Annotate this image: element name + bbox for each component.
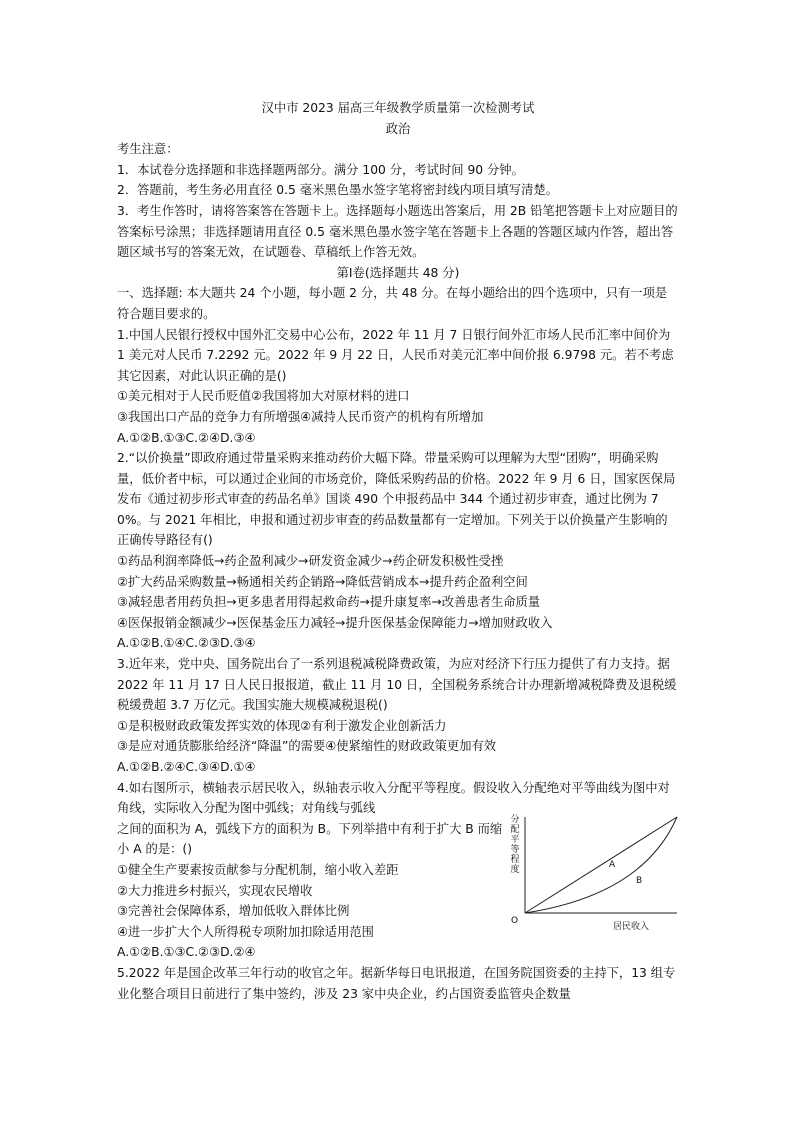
figure-origin-label: O bbox=[511, 915, 519, 926]
figure-area-b-label: B bbox=[636, 875, 643, 886]
notice-item-3: 3．考生作答时，请将答案答在答题卡上。选择题每小题选出答案后，用 2B 铅笔把答题卡上对应题目的答案标号涂黑；非选择题请用直径 0.5 毫米黑色墨水签字笔在答题卡上各题的答题区域内作答，超出答题区域书写的答案无效，在试题卷、草稿纸上作答无效。 bbox=[117, 203, 678, 260]
income-distribution-figure bbox=[509, 815, 679, 931]
question-2-option: ③减轻患者用药负担→更多患者用得起救命药→提升康复率→改善患者生命质量 bbox=[117, 595, 541, 610]
figure-y-label: 分配平等程度 bbox=[510, 814, 520, 875]
question-3-answers: A.①②B.②④C.③④D.①④ bbox=[117, 760, 256, 774]
question-4-stem-rest: 之间的面积为 A，弧线下方的面积为 B。下列举措中有利于扩大 B 而缩小 A 的是：() bbox=[117, 821, 503, 857]
question-2-option: ①药品利润率降低→药企盈利减少→研发资金减少→药企研发积极性受挫 bbox=[117, 554, 504, 569]
question-4-text bbox=[117, 819, 507, 943]
question-4-option: ①健全生产要素按贡献参与分配机制，缩小收入差距 bbox=[117, 862, 399, 877]
question-2-option: ②扩大药品采购数量→畅通相关药企销路→降低营销成本→提升药企盈利空间 bbox=[117, 574, 528, 589]
question-3-option: ③是应对通货膨胀给经济“降温”的需要④使紧缩性的财政政策更加有效 bbox=[117, 739, 497, 754]
question-2-stem: 2.“以价换量”即政府通过带量采购来推动药价大幅下降。带量采购可以理解为大型“团购”，明确采购量，低价者中标，可以通过企业间的市场竞价，降低采购药品的价格。2022 年 9 月 6 日，国家医保局发布《通过初步形式审查的药品名单》国谈 490 个申报药品中 344 个通过初步审查，通过比例为 70%。与 2021 年相比，申报和通过初步审查的药品数量都有一定增加。下列关于以价换量产生影响的正确传导路径有() bbox=[117, 451, 676, 548]
question-1-option: ①美元相对于人民币贬值②我国将加大对原材料的进口 bbox=[117, 389, 410, 404]
figure-area-a-label: A bbox=[609, 859, 616, 870]
exam-page bbox=[117, 98, 679, 1004]
equality-diagonal bbox=[525, 817, 677, 913]
question-1-answers: A.①②B.①③C.②④D.③④ bbox=[117, 430, 256, 445]
question-4-block bbox=[117, 814, 679, 943]
notice-item-1: 1．本试卷分选择题和非选择题两部分。满分 100 分，考试时间 90 分钟。 bbox=[117, 162, 524, 177]
question-4-option: ③完善社会保障体系，增加低收入群体比例 bbox=[117, 904, 350, 919]
question-4-answers: A.①②B.①③C.②③D.②④ bbox=[117, 945, 256, 960]
question-3-option: ①是积极财政政策发挥实效的体现②有利于激发企业创新活力 bbox=[117, 718, 447, 733]
question-2-option: ④医保报销金额减少→医保基金压力减轻→提升医保基金保障能力→增加财政收入 bbox=[117, 615, 553, 630]
section-instructions: 一、选择题: 本大题共 24 个小题，每小题 2 分，共 48 分。在每小题给出的四个选项中，只有一项是符合题目要求的。 bbox=[117, 286, 668, 321]
exam-subject: 政治 bbox=[385, 121, 411, 136]
section-title: 第Ⅰ卷(选择题共 48 分) bbox=[336, 265, 460, 280]
question-4-option: ②大力推进乡村振兴，实现农民增收 bbox=[117, 883, 313, 898]
income-curve-svg bbox=[523, 815, 679, 917]
question-1-stem: 1.中国人民银行授权中国外汇交易中心公布，2022 年 11 月 7 日银行间外汇市场人民币汇率中间价为 1 美元对人民币 7.2292 元。2022 年 9 月 22 日，人民币对美元汇率中间价报 6.9798 元。若不考虑其它因素，对此认识正确的是() bbox=[117, 327, 674, 383]
question-2-answers: A.①②B.①④C.②③D.③④ bbox=[117, 636, 256, 651]
question-4-option: ④进一步扩大个人所得税专项附加扣除适用范围 bbox=[117, 924, 374, 939]
notice-item-2: 2．答题前，考生务必用直径 0.5 毫米黑色墨水签字笔将密封线内项目填写清楚。 bbox=[117, 183, 558, 198]
question-1-option: ③我国出口产品的竞争力有所增强④减持人民币资产的机构有所增加 bbox=[117, 409, 484, 424]
notice-heading: 考生注意： bbox=[117, 142, 179, 157]
question-5-stem: 5.2022 年是国企改革三年行动的收官之年。据新华每日电讯报道，在国务院国资委的主持下，13 组专业化整合项目日前进行了集中签约，涉及 23 家中央企业，约占国资委监管央企数量 bbox=[117, 965, 676, 1001]
figure-x-label: 居民收入 bbox=[613, 921, 650, 932]
question-4-stem-intro: 4.如右图所示，横轴表示居民收入，纵轴表示收入分配平等程度。假设收入分配绝对平等曲线为图中对角线，实际收入分配为图中弧线；对角线与弧线 bbox=[117, 780, 670, 816]
exam-title: 汉中市 2023 届高三年级教学质量第一次检测考试 bbox=[261, 101, 535, 115]
question-3-stem: 3.近年来，党中央、国务院出台了一系列退税减税降费政策，为应对经济下行压力提供了有力支持。据 2022 年 11 月 17 日人民日报报道，截止 11 月 10 日，全国税务系统合计办理新增减税降费及退税缓税缓费超 3.7 万亿元。我国实施大规模减税退税() bbox=[117, 657, 677, 713]
